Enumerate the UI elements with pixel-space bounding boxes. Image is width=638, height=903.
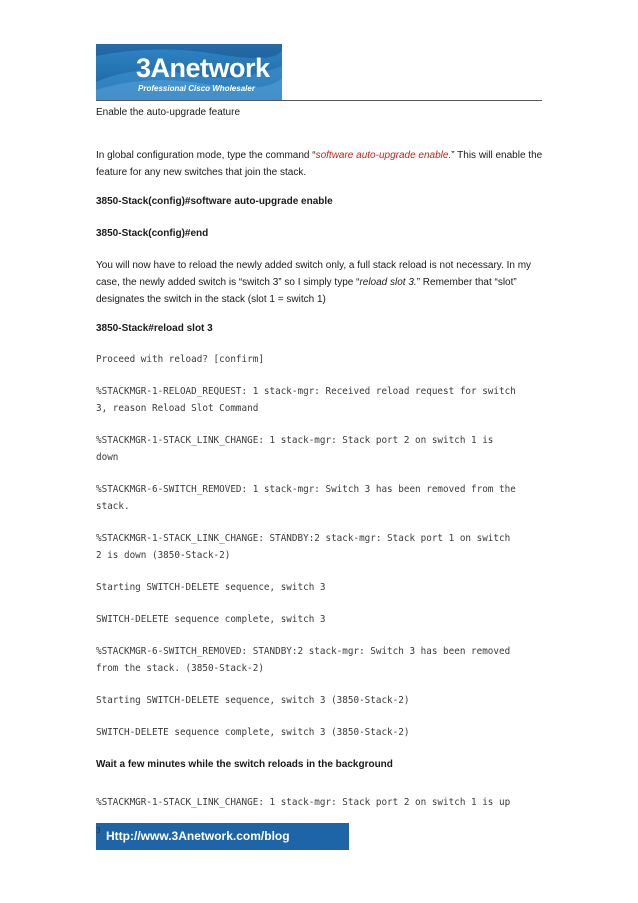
console-line: %STACKMGR-1-RELOAD_REQUEST: 1 stack-mgr: Received reload request for switch: [96, 386, 516, 397]
console-line: SWITCH-DELETE sequence complete, switch 3: [96, 614, 326, 625]
console-line: SWITCH-DELETE sequence complete, switch 3 (3850-Stack-2): [96, 727, 410, 738]
console-line: down: [96, 452, 119, 463]
console-line: Starting SWITCH-DELETE sequence, switch 3 (3850-Stack-2): [96, 695, 410, 706]
intro-line-1: [96, 150, 542, 162]
console-line: from the stack. (3850-Stack-2): [96, 663, 264, 674]
reload-line-2-pre: case, the newly added switch is “switch 3” so I simply type “: [96, 277, 360, 288]
console-line: Proceed with reload? [confirm]: [96, 354, 264, 365]
console-line: %STACKMGR-1-STACK_LINK_CHANGE: 1 stack-mgr: Stack port 2 on switch 1 is: [96, 435, 494, 446]
section-title: Enable the auto-upgrade feature: [96, 107, 240, 118]
console-line: %STACKMGR-6-SWITCH_REMOVED: STANDBY:2 stack-mgr: Switch 3 has been removed: [96, 646, 511, 657]
console-line: stack.: [96, 501, 130, 512]
logo-name: 3Anetwork: [136, 53, 270, 83]
footer-banner[interactable]: [96, 823, 349, 850]
intro-post: ” This will enable the: [451, 150, 543, 161]
footer-url-link[interactable]: Http://www.3Anetwork.com/blog: [106, 829, 290, 843]
intro-line-2: feature for any new switches that join the stack.: [96, 167, 307, 178]
reload-line-2: [96, 277, 517, 289]
console-line: Starting SWITCH-DELETE sequence, switch 3: [96, 582, 326, 593]
reload-command-inline: reload slot 3.: [359, 277, 417, 288]
console-line: 3, reason Reload Slot Command: [96, 403, 259, 414]
logo-tagline: Professional Cisco Wholesaler: [138, 84, 255, 93]
reload-line-2-post: ” Remember that “slot”: [416, 277, 517, 288]
page-number: 3: [96, 826, 101, 835]
intro-command: software auto-upgrade enable.: [315, 150, 452, 161]
reload-line-1: You will now have to reload the newly added switch only, a full stack reload is not necessary. In my: [96, 260, 532, 271]
wait-note: Wait a few minutes while the switch reloads in the background: [96, 759, 393, 770]
command-auto-upgrade: 3850-Stack(config)#software auto-upgrade enable: [96, 196, 333, 207]
logo-banner: [96, 44, 282, 100]
header-divider: [96, 100, 542, 101]
command-reload-slot: 3850-Stack#reload slot 3: [96, 323, 213, 334]
console-line: %STACKMGR-6-SWITCH_REMOVED: 1 stack-mgr: Switch 3 has been removed from the: [96, 484, 516, 495]
command-end: 3850-Stack(config)#end: [96, 228, 209, 239]
intro-pre: In global configuration mode, type the command “: [96, 150, 316, 161]
console-line: %STACKMGR-1-STACK_LINK_CHANGE: 1 stack-mgr: Stack port 2 on switch 1 is up: [96, 797, 511, 808]
console-line: 2 is down (3850-Stack-2): [96, 550, 231, 561]
reload-line-3: designates the switch in the stack (slot 1 = switch 1): [96, 294, 326, 305]
console-line: %STACKMGR-1-STACK_LINK_CHANGE: STANDBY:2 stack-mgr: Stack port 1 on switch: [96, 533, 511, 544]
